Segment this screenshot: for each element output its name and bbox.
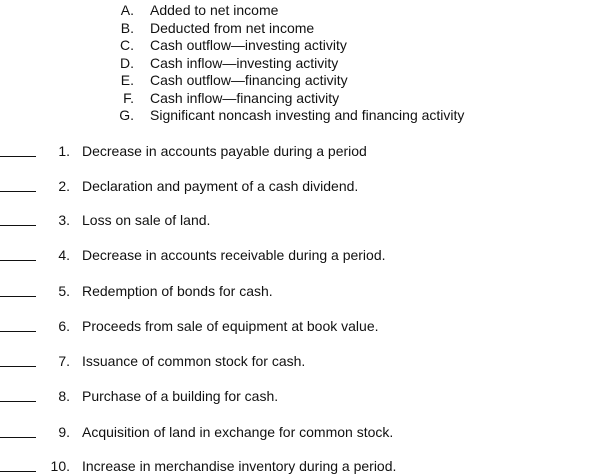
item-text: Acquisition of land in exchange for common stock.: [82, 424, 394, 440]
item-number: 2.: [58, 178, 70, 194]
item-text: Proceeds from sale of equipment at book value.: [82, 318, 379, 334]
question-item-8: [0, 386, 600, 406]
question-item-10: [0, 456, 600, 476]
answer-blank[interactable]: [0, 281, 36, 301]
option-text: Deducted from net income: [150, 19, 315, 36]
item-number: 3.: [58, 212, 70, 228]
item-number: 8.: [58, 388, 70, 404]
option-letter: E.: [120, 72, 134, 88]
question-item-2: [0, 176, 600, 196]
answer-blank[interactable]: [0, 386, 36, 406]
question-item-1: [0, 141, 600, 161]
option-letter: B.: [120, 19, 134, 36]
item-number: 7.: [58, 353, 70, 369]
option-text: Cash outflow—financing activity: [150, 72, 348, 88]
item-text: Decrease in accounts payable during a period: [82, 143, 367, 159]
question-item-7: [0, 351, 600, 371]
option-text: Significant noncash investing and financing activity: [150, 107, 465, 123]
option-text: Cash inflow—financing activity: [150, 89, 340, 106]
option-text: Cash inflow—investing activity: [150, 54, 339, 71]
item-number: 10.: [50, 458, 70, 474]
item-number: 6.: [58, 318, 70, 334]
answer-blank[interactable]: [0, 245, 36, 265]
answer-blank[interactable]: [0, 351, 36, 371]
question-item-9: [0, 422, 600, 442]
item-number: 4.: [58, 247, 70, 263]
option-letter: G.: [119, 107, 134, 123]
item-number: 9.: [58, 424, 70, 440]
option-letter: C.: [120, 37, 134, 53]
answer-blank[interactable]: [0, 210, 36, 230]
question-item-6: [0, 316, 600, 336]
option-text: Cash outflow—investing activity: [150, 37, 347, 53]
question-item-3: [0, 210, 600, 230]
item-text: Increase in merchandise inventory during a period.: [82, 458, 397, 474]
option-letter: F.: [123, 89, 134, 106]
item-text: Declaration and payment of a cash dividend.: [82, 178, 359, 194]
answer-blank[interactable]: [0, 456, 36, 476]
item-text: Redemption of bonds for cash.: [82, 283, 273, 299]
answer-blank[interactable]: [0, 141, 36, 161]
item-number: 5.: [58, 283, 70, 299]
answer-blank[interactable]: [0, 316, 36, 336]
item-text: Loss on sale of land.: [82, 212, 211, 228]
question-item-5: [0, 281, 600, 301]
item-text: Decrease in accounts receivable during a period.: [82, 247, 386, 263]
item-number: 1.: [58, 143, 70, 159]
option-text: Added to net income: [150, 2, 279, 18]
question-item-4: [0, 245, 600, 265]
option-letter: A.: [120, 2, 134, 18]
item-text: Purchase of a building for cash.: [82, 388, 279, 404]
answer-blank[interactable]: [0, 176, 36, 196]
item-text: Issuance of common stock for cash.: [82, 353, 306, 369]
option-letter: D.: [120, 54, 134, 71]
answer-blank[interactable]: [0, 422, 36, 442]
